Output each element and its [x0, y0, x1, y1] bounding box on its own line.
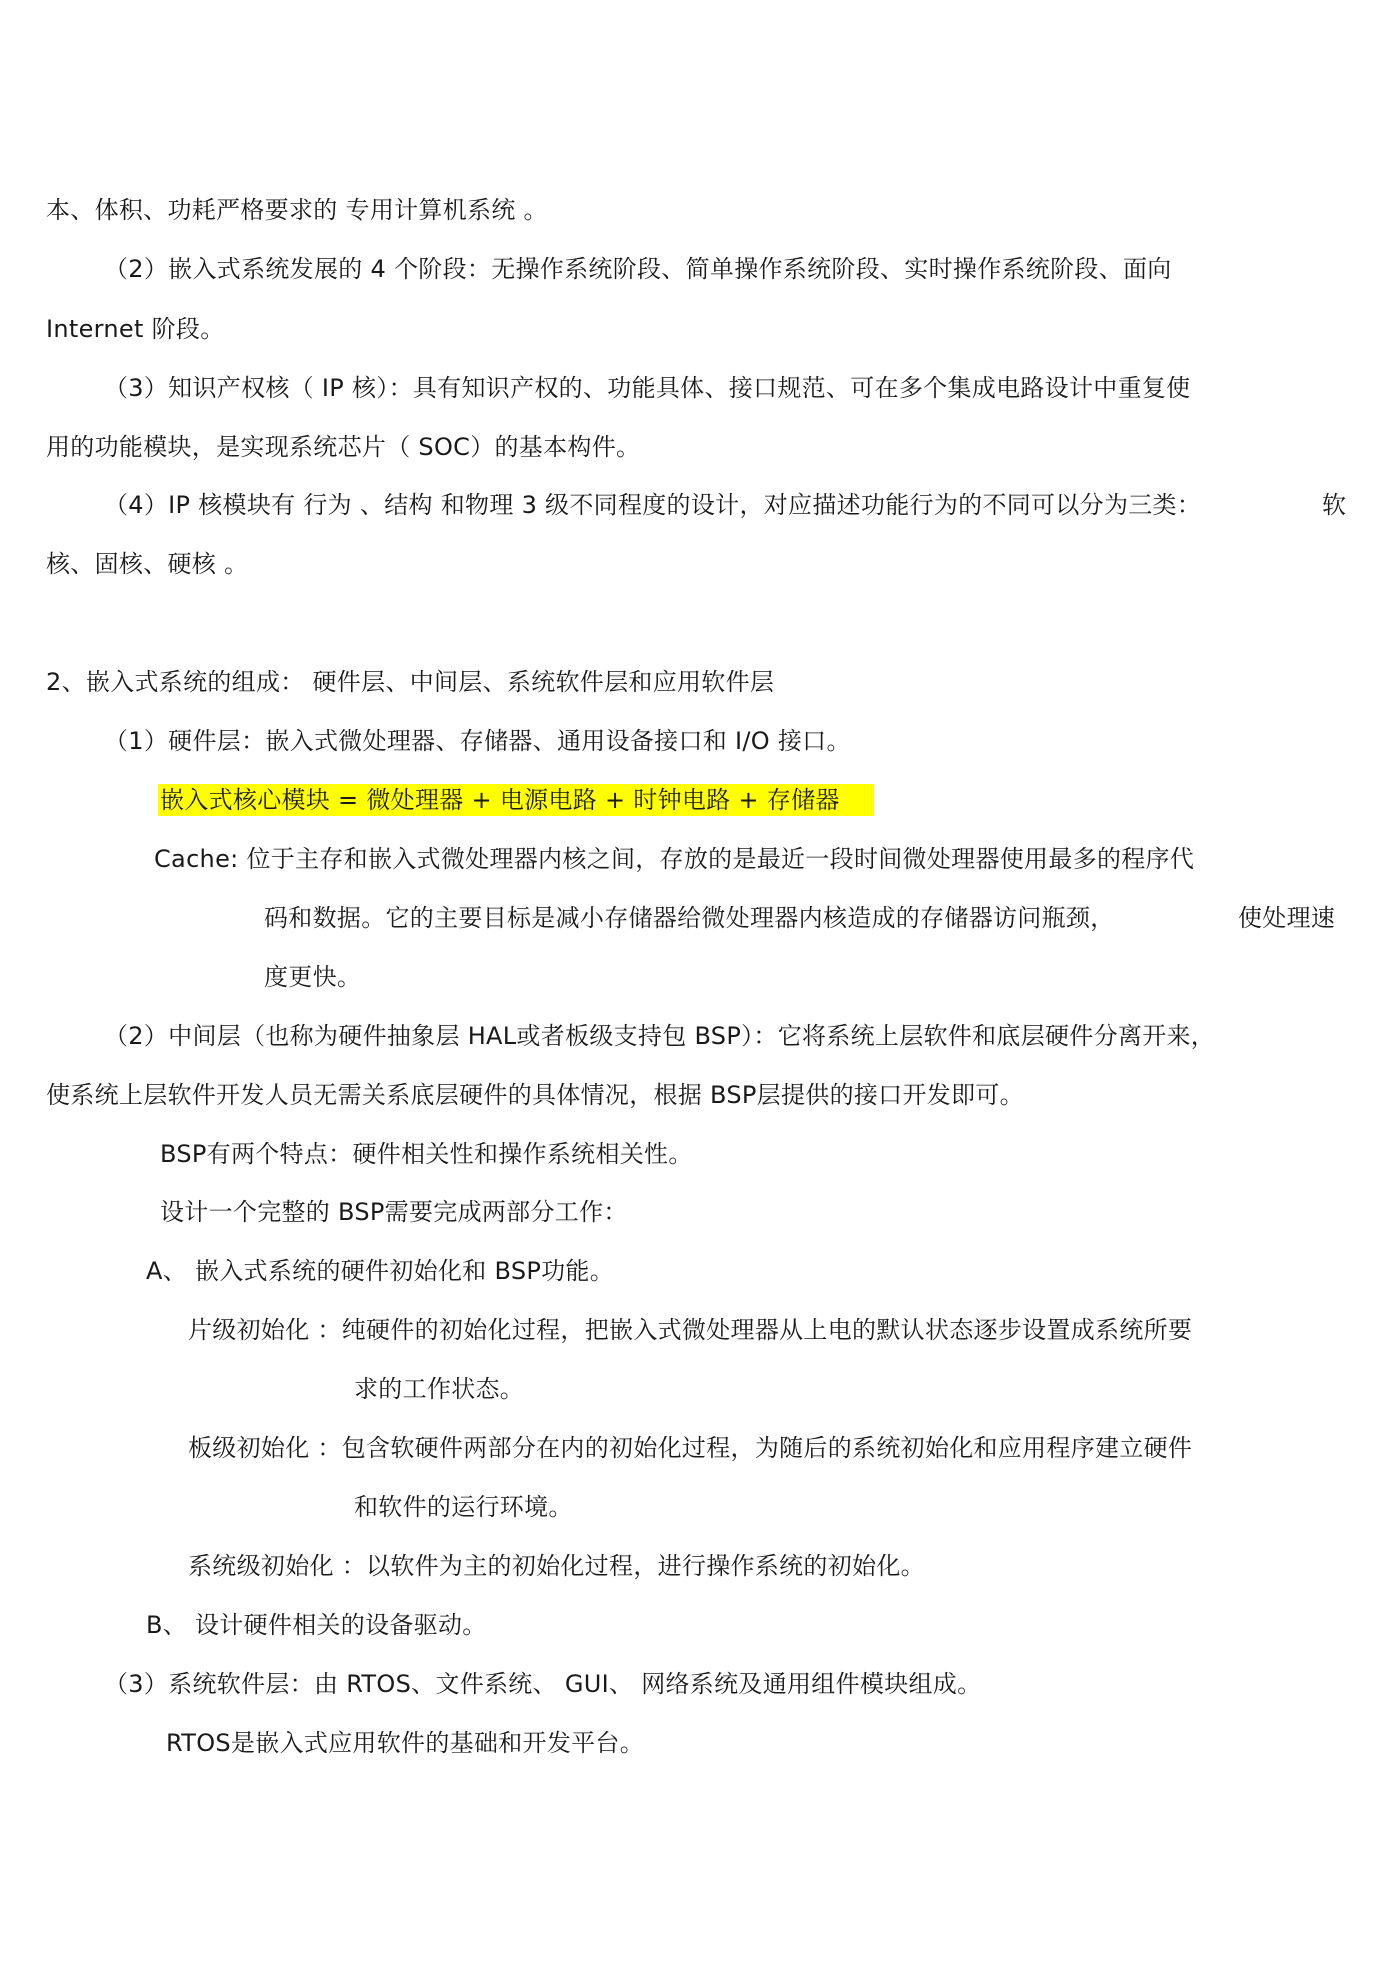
text-line: 核、固核、硬核 。 — [46, 550, 249, 578]
text-line: 度更快。 — [264, 963, 362, 991]
text-line: （3）系统软件层：由 RTOS、文件系统、 GUI、 网络系统及通用组件模块组成。 — [104, 1670, 982, 1698]
list-item: B、 设计硬件相关的设备驱动。 — [146, 1611, 487, 1639]
text-line: 和软件的运行环境。 — [354, 1493, 573, 1521]
text-line: （2）嵌入式系统发展的 4 个阶段：无操作系统阶段、简单操作系统阶段、实时操作系统阶段、面向 — [104, 255, 1172, 283]
text-line: 设计一个完整的 BSP需要完成两部分工作： — [160, 1198, 628, 1226]
text-line: 使处理速 — [1238, 904, 1336, 932]
text-line: RTOS是嵌入式应用软件的基础和开发平台。 — [166, 1729, 645, 1757]
text-line: 使系统上层软件开发人员无需关系底层硬件的具体情况，根据 BSP层提供的接口开发即可。 — [46, 1081, 1024, 1109]
text-line: 片级初始化 ：纯硬件的初始化过程，把嵌入式微处理器从上电的默认状态逐步设置成系统所要 — [188, 1316, 1193, 1344]
text-line: （4）IP 核模块有 行为 、结构 和物理 3 级不同程度的设计，对应描述功能行为的不同可以分为三类： — [104, 491, 1202, 519]
section-heading: 2、嵌入式系统的组成： 硬件层、中间层、系统软件层和应用软件层 — [46, 668, 775, 696]
text-line: BSP有两个特点：硬件相关性和操作系统相关性。 — [160, 1140, 693, 1168]
highlighted-text-line — [158, 785, 874, 815]
highlight-mark: 嵌入式核心模块 = 微处理器 + 电源电路 + 时钟电路 + 存储器 — [158, 784, 874, 816]
text-line: 软 — [1322, 491, 1347, 519]
text-line: Internet 阶段。 — [46, 315, 225, 343]
text-line: （1）硬件层：嵌入式微处理器、存储器、通用设备接口和 I/O 接口。 — [104, 727, 851, 755]
text-line: Cache: 位于主存和嵌入式微处理器内核之间，存放的是最近一段时间微处理器使用最多的程序代 — [154, 845, 1195, 873]
text-line: 本、体积、功耗严格要求的 专用计算机系统 。 — [46, 196, 548, 224]
text-line: （3）知识产权核（ IP 核）：具有知识产权的、功能具体、接口规范、可在多个集成电路设计中重复使 — [104, 374, 1191, 402]
text-line: 求的工作状态。 — [354, 1375, 525, 1403]
list-item: A、 嵌入式系统的硬件初始化和 BSP功能。 — [146, 1257, 615, 1285]
text-line: 用的功能模块，是实现系统芯片（ SOC）的基本构件。 — [46, 433, 641, 461]
text-line: 码和数据。它的主要目标是减小存储器给微处理器内核造成的存储器访问瓶颈， — [264, 904, 1115, 932]
text-line: 板级初始化 ：包含软硬件两部分在内的初始化过程，为随后的系统初始化和应用程序建立硬件 — [188, 1434, 1193, 1462]
text-line: 系统级初始化 ：以软件为主的初始化过程，进行操作系统的初始化。 — [188, 1552, 925, 1580]
text-line: （2）中间层（也称为硬件抽象层 HAL或者板级支持包 BSP）：它将系统上层软件和底层硬件分离开来， — [104, 1022, 1216, 1050]
